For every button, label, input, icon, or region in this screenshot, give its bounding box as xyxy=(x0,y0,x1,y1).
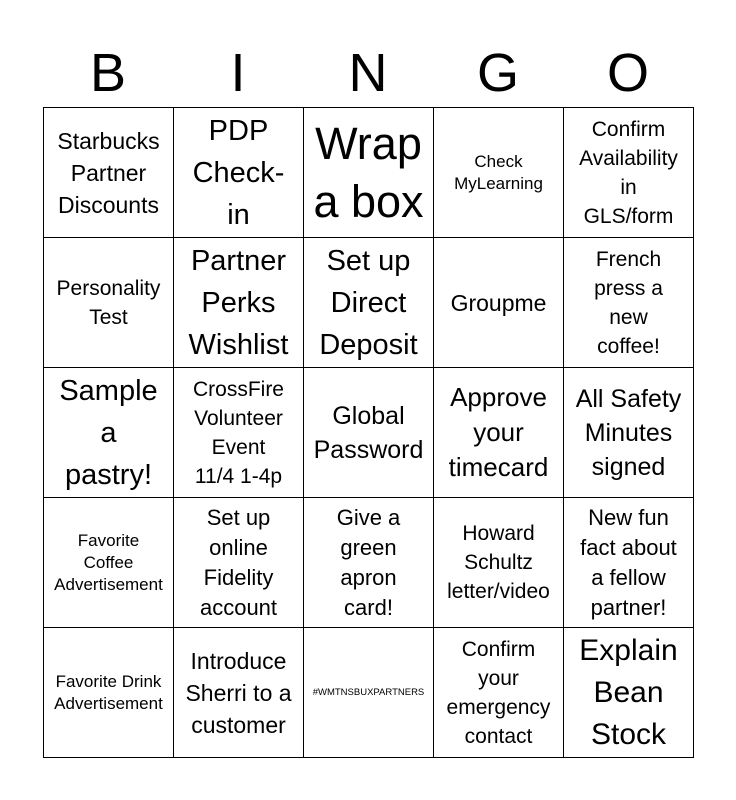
header-letter-b: B xyxy=(89,43,127,103)
bingo-cell[interactable] xyxy=(174,628,304,758)
bingo-cell[interactable] xyxy=(174,108,304,238)
cell-text: Favorite Drink Advertisement xyxy=(54,671,163,713)
header-letter-o: O xyxy=(606,43,649,103)
bingo-row xyxy=(44,108,694,238)
bingo-cell[interactable] xyxy=(434,498,564,628)
cell-text: PDP Check- in xyxy=(192,114,285,231)
cell-text: Howard Schultz letter/video xyxy=(447,522,550,603)
bingo-cell[interactable] xyxy=(44,628,174,758)
cell-text: Partner Perks Wishlist xyxy=(188,244,289,361)
bingo-row xyxy=(44,368,694,498)
bingo-cell[interactable] xyxy=(564,108,694,238)
bingo-cell[interactable] xyxy=(434,368,564,498)
bingo-cell[interactable] xyxy=(304,238,434,368)
cell-text: Groupme xyxy=(450,289,547,316)
cell-text: Set up Direct Deposit xyxy=(319,244,418,361)
cell-text: Global Password xyxy=(313,401,424,464)
cell-text: All Safety Minutes signed xyxy=(575,384,682,481)
cell-text: Wrap a box xyxy=(313,117,424,227)
cell-text: Personality Test xyxy=(56,276,161,329)
bingo-cell[interactable] xyxy=(174,368,304,498)
bingo-cell[interactable] xyxy=(564,628,694,758)
header-letter-n: N xyxy=(348,43,388,103)
cell-text: Check MyLearning xyxy=(454,151,543,193)
bingo-cell[interactable] xyxy=(174,238,304,368)
cell-text: French press a new coffee! xyxy=(594,247,663,358)
bingo-cell[interactable] xyxy=(564,498,694,628)
cell-text: Explain Bean Stock xyxy=(579,633,678,751)
cell-text: Confirm your emergency contact xyxy=(446,637,551,748)
cell-text: Set up online Fidelity account xyxy=(199,504,278,620)
bingo-cell[interactable] xyxy=(304,108,434,238)
bingo-cell[interactable] xyxy=(564,368,694,498)
cell-text: Approve your timecard xyxy=(448,382,549,482)
bingo-row xyxy=(44,498,694,628)
bingo-cell[interactable] xyxy=(434,238,564,368)
bingo-cell[interactable] xyxy=(434,108,564,238)
header-letter-g: G xyxy=(476,43,519,103)
cell-text: New fun fact about a fellow partner! xyxy=(580,504,677,620)
cell-text: Give a green apron card! xyxy=(336,504,401,620)
bingo-cell[interactable] xyxy=(44,238,174,368)
bingo-row xyxy=(44,238,694,368)
bingo-row xyxy=(44,628,694,758)
cell-text: Favorite Coffee Advertisement xyxy=(54,530,163,594)
cell-text: Sample a pastry! xyxy=(59,374,158,491)
cell-text: Starbucks Partner Discounts xyxy=(57,127,160,218)
bingo-cell[interactable] xyxy=(44,368,174,498)
header-letter-i: I xyxy=(230,43,246,103)
cell-text: CrossFire Volunteer Event 11/4 1-4p xyxy=(192,377,284,488)
bingo-card xyxy=(43,107,694,758)
bingo-cell[interactable] xyxy=(44,108,174,238)
bingo-cell-center[interactable] xyxy=(304,628,434,758)
bingo-cell[interactable] xyxy=(304,368,434,498)
bingo-cell[interactable] xyxy=(434,628,564,758)
bingo-cell[interactable] xyxy=(44,498,174,628)
cell-text: Introduce Sherri to a customer xyxy=(185,647,292,738)
bingo-header xyxy=(43,40,693,106)
bingo-cell[interactable] xyxy=(174,498,304,628)
bingo-cell[interactable] xyxy=(304,498,434,628)
bingo-cell[interactable] xyxy=(564,238,694,368)
cell-text: #WMTNSBUXPARTNERS xyxy=(312,686,425,698)
cell-text: Confirm Availability in GLS/form xyxy=(579,117,678,228)
